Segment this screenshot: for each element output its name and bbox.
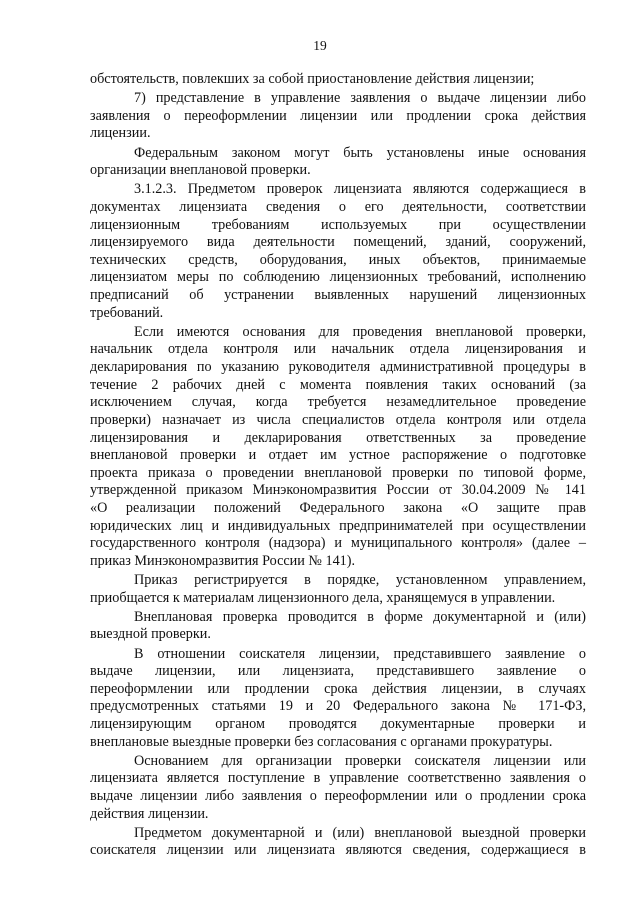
- text-line: организации внеплановой проверки.: [90, 162, 311, 179]
- text-line: государственного контроля (надзора) и муниципального контроля» (далее –: [90, 535, 586, 552]
- text-line: течение 2 рабочих дней с момента появления таких оснований (за: [90, 376, 586, 393]
- text-line: лицензиатом меры по соблюдению лицензионных требований, исполнению: [90, 269, 586, 286]
- text-line: проекта приказа о проведении внеплановой проверки по типовой форме,: [90, 464, 586, 481]
- text-line: заявления о переоформлении лицензии или продлении срока действия: [90, 107, 586, 124]
- text-line: В отношении соискателя лицензии, представившего заявление о: [134, 645, 586, 662]
- text-line: лицензируемого вида деятельности помещений, зданий, сооружений,: [90, 234, 586, 251]
- text-line: приобщается к материалам лицензионного дела, хранящемуся в управлении.: [90, 589, 556, 606]
- body-text: [90, 71, 586, 860]
- text-line: Приказ регистрируется в порядке, установленном управлением,: [134, 572, 586, 588]
- text-line: предписаний об устранении выявленных нарушений лицензионных: [90, 287, 586, 303]
- text-line: проверки) назначает из числа специалистов отдела контроля или отдела: [90, 411, 586, 428]
- text-line: внеплановые выездные проверки без согласования с органами прокуратуры.: [90, 733, 553, 750]
- text-line: Внеплановая проверка проводится в форме документарной и (или): [134, 608, 586, 625]
- text-line: исключением случая, когда требуется незамедлительное проведение: [90, 394, 586, 411]
- text-line: требований.: [90, 304, 164, 321]
- text-line: выездной проверки.: [90, 626, 211, 643]
- text-line: Предметом документарной и (или) внеплановой выездной проверки: [134, 824, 586, 841]
- text-line: документах лицензиата сведения о его деятельности, соответствии: [90, 198, 586, 215]
- text-line: «О реализации положений Федерального закона «О защите прав: [90, 500, 586, 516]
- text-line: юридических лиц и индивидуальных предпринимателей при осуществлении: [90, 517, 586, 534]
- text-line: технических средств, оборудования, иных объектов, принимаемые: [90, 251, 586, 268]
- text-line: лицензии.: [90, 125, 151, 142]
- text-line: выдаче лицензии либо заявления о переоформлении или о продлении срока: [90, 788, 586, 804]
- text-line: 3.1.2.3. Предметом проверок лицензиата являются содержащиеся в: [134, 181, 586, 198]
- text-line: лицензирующим органом проводятся документарные проверки и: [90, 716, 586, 732]
- text-line: приказ Минэкономразвития России № 141).: [90, 552, 356, 569]
- text-line: лицензирования и декларирования ответственных за проведение: [90, 429, 586, 446]
- text-line: Основанием для организации проверки соискателя лицензии или: [134, 752, 586, 769]
- text-line: лицензионным требованиям используемых при осуществлении: [90, 216, 586, 233]
- page-number: 19: [313, 38, 327, 53]
- text-line: соискателя лицензии или лицензиата являются сведения, содержащиеся в: [90, 842, 586, 859]
- text-line: предусмотренных статьями 19 и 20 Федерального закона № 171-ФЗ,: [90, 698, 586, 715]
- text-line: внеплановой проверки и отдает им устное распоряжение о подготовке: [90, 447, 586, 464]
- text-line: действия лицензии.: [90, 805, 209, 822]
- text-line: обстоятельств, повлекших за собой приостановление действия лицензии;: [90, 71, 535, 87]
- text-line: 7) представление в управление заявления о выдаче лицензии либо: [134, 90, 586, 107]
- text-line: Федеральным законом могут быть установлены иные основания: [134, 144, 586, 161]
- text-line: Если имеются основания для проведения внеплановой проверки,: [134, 323, 586, 340]
- text-line: утвержденной приказом Минэкономразвития России от 30.04.2009 № 141: [90, 482, 586, 499]
- text-line: декларирования по указанию руководителя административной процедуры в: [90, 359, 586, 375]
- text-line: выдаче лицензии, или лицензиата, представившего заявление о: [90, 663, 586, 680]
- text-line: переоформлении или продлении срока действия лицензии, в случаях: [90, 680, 586, 697]
- text-line: начальник отдела контроля или начальник отдела лицензирования и: [90, 341, 586, 358]
- text-line: лицензиата является поступление в управление соответственно заявления о: [90, 770, 586, 787]
